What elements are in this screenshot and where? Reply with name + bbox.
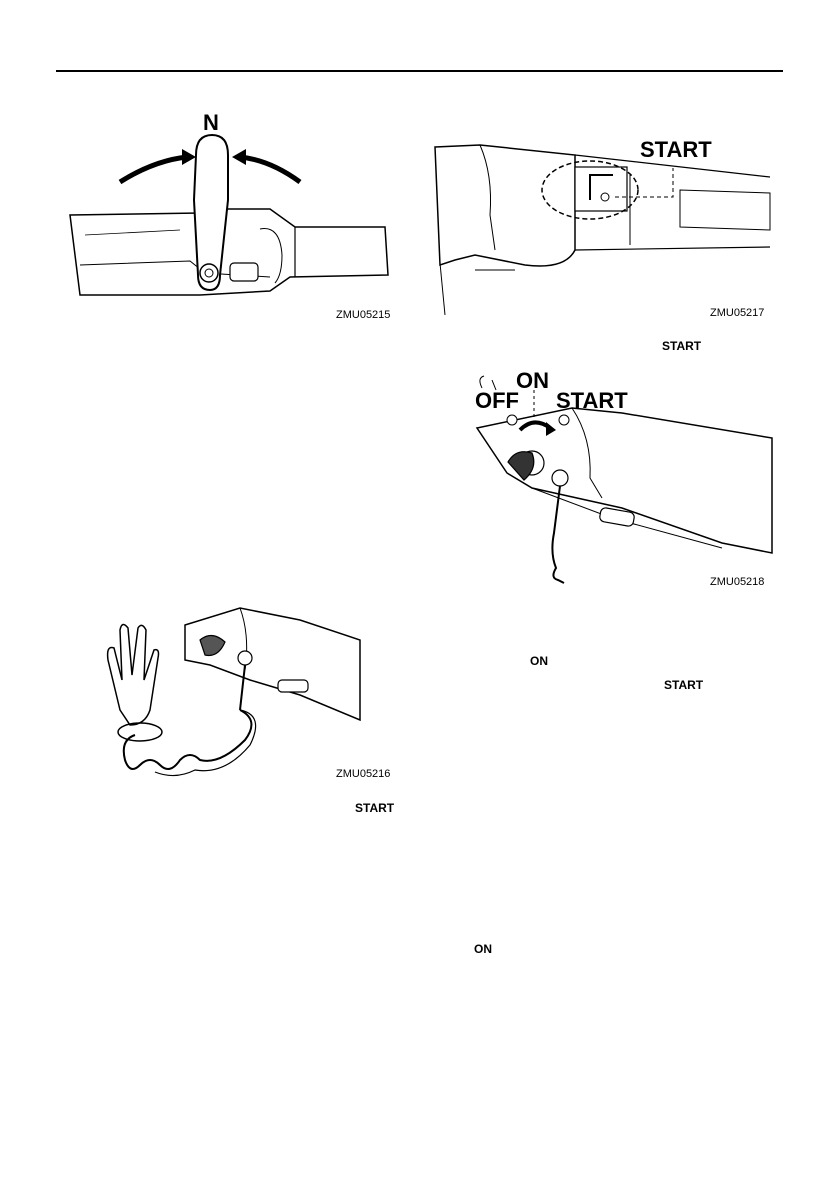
figure-code: ZMU05217 (710, 307, 765, 319)
label-neutral: N (203, 110, 219, 135)
label-off: OFF (475, 388, 519, 413)
label-start: START (640, 137, 712, 162)
shift-lever-illustration (70, 105, 400, 330)
inline-start-tag: START (662, 339, 702, 353)
label-start: START (556, 388, 628, 413)
figure-code: ZMU05215 (336, 309, 391, 321)
inline-on-tag: ON (530, 654, 548, 668)
inline-start-tag: START (664, 678, 704, 692)
label-on: ON (516, 368, 549, 393)
inline-on-tag: ON (474, 942, 492, 956)
figure-shift-lever-neutral (70, 105, 400, 330)
header-rule (56, 70, 783, 72)
inline-start-tag: START (355, 801, 395, 815)
figure-code: ZMU05216 (336, 768, 391, 780)
figure-code: ZMU05218 (710, 576, 765, 588)
start-button-illustration (435, 135, 780, 325)
figure-start-button (435, 135, 780, 325)
lanyard-illustration (100, 600, 400, 790)
figure-lanyard-wrist (100, 600, 400, 790)
figure-key-switch (472, 368, 777, 593)
